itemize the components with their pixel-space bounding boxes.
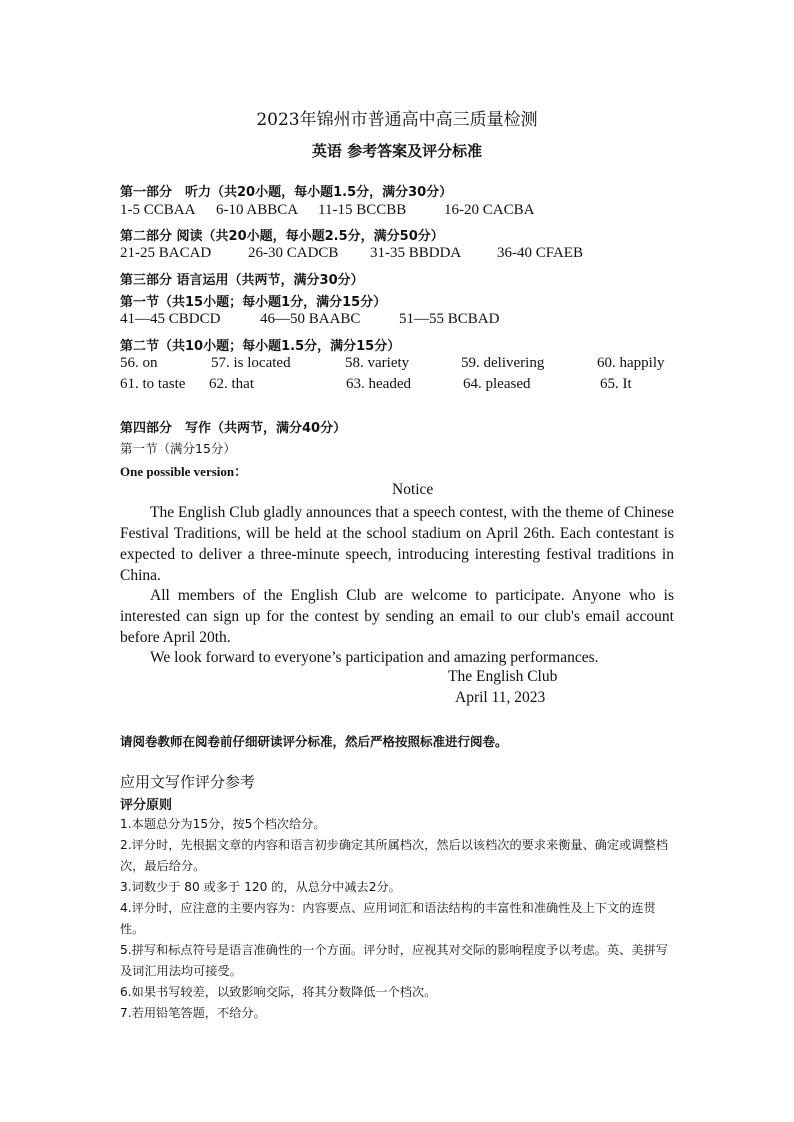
scoring-rule: 5.拼写和标点符号是语言准确性的一个方面。评分时，应视其对交际的影响程度予以考虑。英、美拼写及词汇用法均可接受。	[120, 943, 668, 978]
scoring-rule: 1.本题总分为15分，按5个档次给分。	[120, 817, 326, 831]
page-title: 2023年锦州市普通高中高三质量检测	[256, 110, 538, 130]
fill-answer: 63. headed	[346, 376, 411, 392]
part1-heading: 第一部分 听力（共20小题，每小题1.5分，满分30分）	[120, 185, 453, 200]
notice-paragraph: The English Club gladly announces that a speech contest, with the theme of Chinese Festival Traditions, will be held at the school stadium on April 26th. Each contestant is expected to deliver a three-minute speech, introducing interesting festival traditions in China.	[120, 504, 674, 584]
part2-heading: 第二部分 阅读（共20小题，每小题2.5分，满分50分）	[120, 229, 444, 244]
scoring-rule: 2.评分时，先根据文章的内容和语言初步确定其所属档次，然后以该档次的要求来衡量、确定或调整档次，最后给分。	[120, 838, 668, 873]
part2-answer: 21-25 BACAD	[120, 245, 212, 261]
notice-paragraph: All members of the English Club are welcome to participate. Anyone who is interested can sign up for the contest by sending an email to our club's email account before April 20th.	[120, 587, 674, 646]
notice-date: April 11, 2023	[455, 689, 546, 706]
notice-title: Notice	[392, 481, 434, 498]
fill-answer: 61. to taste	[120, 376, 186, 392]
scoring-rule: 7.若用铅笔答题，不给分。	[120, 1006, 266, 1020]
page-subtitle: 英语 参考答案及评分标准	[311, 142, 483, 160]
scoring-rule: 6.如果书写较差，以致影响交际，将其分数降低一个档次。	[120, 985, 437, 999]
fill-answer: 64. pleased	[463, 376, 531, 392]
scoring-title: 应用文写作评分参考	[120, 773, 256, 791]
part3-section1-answer: 46—50 BAABC	[260, 311, 361, 327]
part4-section1-heading: 第一节（满分15分）	[120, 441, 236, 456]
part2-answer: 31-35 BBDDA	[370, 245, 462, 261]
part2-answer: 36-40 CFAEB	[497, 245, 583, 261]
fill-answer: 58. variety	[345, 355, 410, 371]
part1-answer: 6-10 ABBCA	[216, 202, 299, 218]
notice-signature: The English Club	[448, 668, 558, 685]
fill-answer: 57. is located	[211, 355, 291, 371]
part4-heading: 第四部分 写作（共两节，满分40分）	[120, 421, 347, 436]
scoring-principles-heading: 评分原则	[120, 798, 173, 813]
notice-paragraph: We look forward to everyone’s participation and amazing performances.	[150, 649, 599, 666]
part3-heading: 第三部分 语言运用（共两节，满分30分）	[120, 273, 364, 288]
version-label: One possible version：	[120, 464, 248, 479]
fill-answer: 60. happily	[597, 355, 665, 371]
part3-section1-heading: 第一节（共15小题；每小题1分，满分15分）	[120, 295, 387, 310]
fill-answer: 62. that	[209, 376, 254, 392]
part1-answer: 11-15 BCCBB	[318, 202, 407, 218]
scoring-rule: 4.评分时，应注意的主要内容为：内容要点、应用词汇和语法结构的丰富性和准确性及上下文的连贯性。	[120, 901, 656, 936]
part3-section1-answer: 41—45 CBDCD	[120, 311, 221, 327]
fill-answer: 65. It	[600, 376, 632, 392]
fill-answer: 56. on	[120, 355, 158, 371]
part3-section1-answer: 51—55 BCBAD	[399, 311, 500, 327]
part2-answer: 26-30 CADCB	[248, 245, 339, 261]
scoring-rule: 3.词数少于 80 或多于 120 的，从总分中减去2分。	[120, 880, 401, 894]
grading-instruction: 请阅卷教师在阅卷前仔细研读评分标准，然后严格按照标准进行阅卷。	[120, 734, 508, 749]
part3-section2-heading: 第二节（共10小题；每小题1.5分，满分15分）	[120, 339, 401, 354]
part1-answer: 16-20 CACBA	[444, 202, 535, 218]
part1-answer: 1-5 CCBAA	[120, 202, 196, 218]
fill-answer: 59. delivering	[461, 355, 545, 371]
